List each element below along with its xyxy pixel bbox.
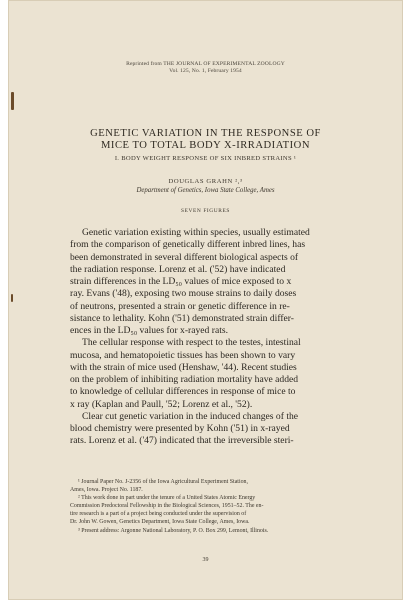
body-line: of neutrons, presented a strain or genetic difference in re- xyxy=(70,300,290,312)
body-line: to knowledge of cellular differences in response of mice to xyxy=(70,386,296,398)
body-line: blood chemistry were presented by Kohn ('51) in x-rayed xyxy=(70,423,290,434)
figures-note: SEVEN FIGURES xyxy=(181,208,230,214)
paper-title xyxy=(8,128,403,152)
body-line: ences in the LD₅₀ values for x-rayed rats. xyxy=(70,325,228,336)
reprint-volume: Vol. 125, No. 1, February 1954 xyxy=(169,67,242,74)
body-line: the radiation response. Lorenz et al. ('52) have indicated xyxy=(70,263,286,275)
page-number: 39 xyxy=(202,557,209,563)
footnote-line: ² This work done in part under the tenure of a United States Atomic Energy xyxy=(78,495,256,502)
body-line: rats. Lorenz et al. ('47) indicated that the irreversible steri- xyxy=(70,435,294,447)
footnote-line: tire research is a part of a project being conducted under the supervision of xyxy=(70,511,247,518)
body-line: Clear cut genetic variation in the induced changes of the xyxy=(82,410,299,422)
footnote-line: Ames, Iowa. Project No. 1187. xyxy=(70,487,143,494)
title-line-1: GENETIC VARIATION IN THE RESPONSE OF xyxy=(90,128,321,139)
body-line: ray. Evans ('48), exposing two mouse strains to daily doses xyxy=(70,288,297,300)
author-name: DOUGLAS GRAHN ²,³ xyxy=(168,178,243,185)
body-line: from the comparison of genetically different inbred lines, has xyxy=(70,239,306,251)
author-affiliation: Department of Genetics, Iowa State College, Ames xyxy=(136,187,275,194)
footnote-line: Dr. John W. Gowen, Genetics Department, Iowa State College, Ames, Iowa. xyxy=(70,519,250,526)
body-line: strain differences in the LD₅₀ values of mice exposed to x xyxy=(70,276,292,287)
body-line: with the strain of mice used (Henshaw, '44). Recent studies xyxy=(70,361,297,373)
page-edge-mark xyxy=(11,92,14,110)
body-line: The cellular response with respect to the testes, intestinal xyxy=(82,337,301,349)
paper-page xyxy=(8,0,403,600)
body-text xyxy=(70,227,360,448)
body-line: on the problem of inhibiting radiation mortality have added xyxy=(70,374,299,385)
body-line: sistance to lethality. Kohn ('51) demonstrated strain differ- xyxy=(70,312,294,324)
paper-subtitle: I. BODY WEIGHT RESPONSE OF SIX INBRED STRAINS ¹ xyxy=(114,155,297,162)
body-line: Genetic variation existing within species, usually estimated xyxy=(82,227,310,238)
footnote-line: ¹ Journal Paper No. J-2356 of the Iowa Agricultural Experiment Station, xyxy=(78,479,248,485)
reprint-notice xyxy=(8,61,403,75)
footnote-line: Commission Predoctoral Fellowship in the Biological Sciences, 1951–52. The en- xyxy=(70,503,264,510)
reprint-journal: Reprinted from THE JOURNAL OF EXPERIMENTAL ZOOLOGY xyxy=(126,61,285,67)
body-line: been demonstrated in several different biological aspects of xyxy=(70,251,299,263)
body-line: mucosa, and hematopoietic tissues has been shown to vary xyxy=(70,349,296,361)
page-edge-mark xyxy=(11,294,13,302)
body-line: x ray (Kaplan and Paull, '52; Lorenz et al., '52). xyxy=(70,398,253,410)
footnote-line: ³ Present address: Argonne National Laboratory, P. O. Box 299, Lemont, Illinois. xyxy=(78,527,269,534)
footnotes xyxy=(70,478,360,535)
title-line-2: MICE TO TOTAL BODY X-IRRADIATION xyxy=(101,140,310,151)
